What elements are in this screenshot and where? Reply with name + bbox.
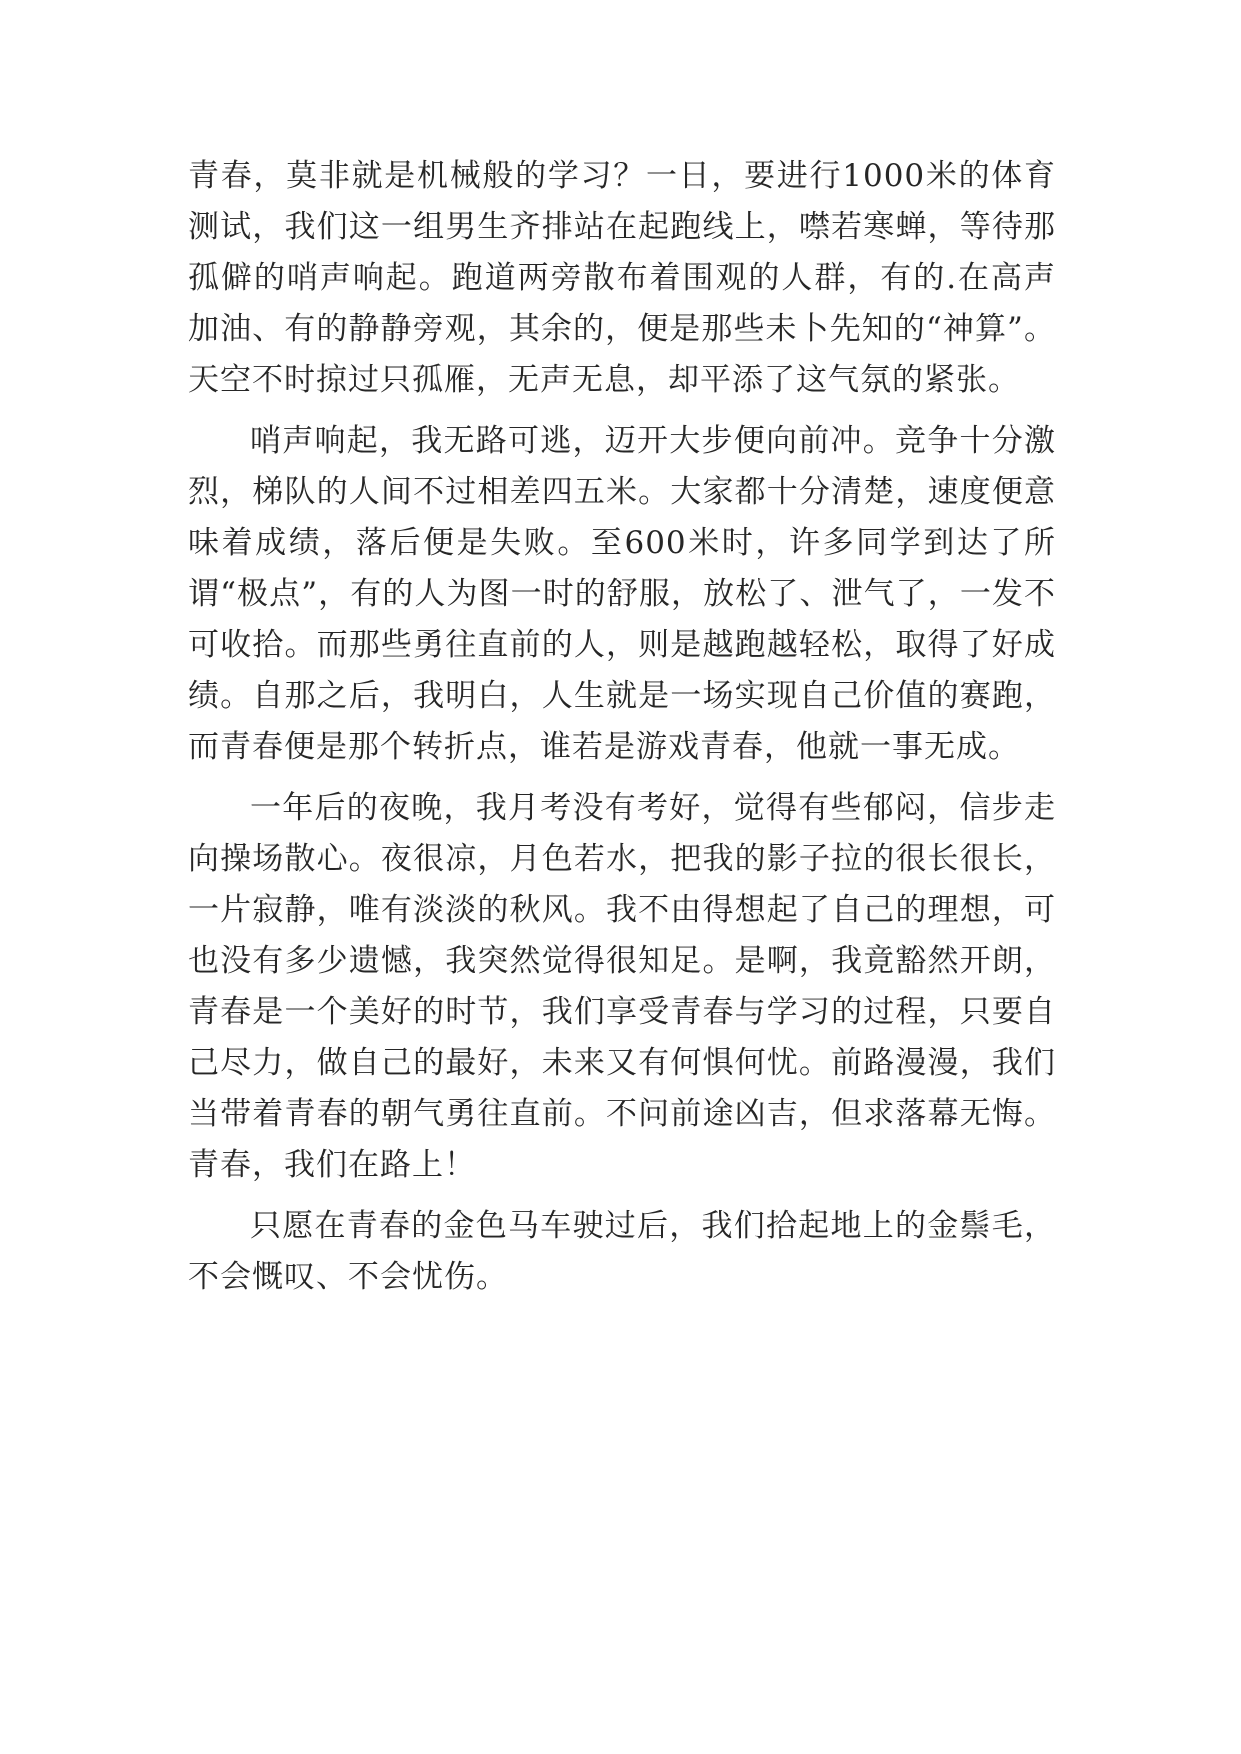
paragraph-1: 青春，莫非就是机械般的学习？一日，要进行1000米的体育测试，我们这一组男生齐排站在起跑线上，噤若寒蝉，等待那孤僻的哨声响起。跑道两旁散布着围观的人群，有的.在高声加油、有的静静旁观，其余的，便是那些未卜先知的“神算”。天空不时掠过只孤雁，无声无息，却平添了这气氛的紧张。 <box>188 158 1056 398</box>
paragraph-4: 只愿在青春的金色马车驶过后，我们拾起地上的金鬃毛，不会慨叹、不会忧伤。 <box>188 1208 1056 1295</box>
paragraph-2: 哨声响起，我无路可逃，迈开大步便向前冲。竞争十分激烈，梯队的人间不过相差四五米。大家都十分清楚，速度便意味着成绩，落后便是失败。至600米时，许多同学到达了所谓“极点”，有的人为图一时的舒服，放松了、泄气了，一发不可收拾。而那些勇往直前的人，则是越跑越轻松，取得了好成绩。自那之后，我明白，人生就是一场实现自己价值的赛跑，而青春便是那个转折点，谁若是游戏青春，他就一事无成。 <box>188 423 1056 765</box>
document-body <box>188 151 1056 1313</box>
paragraph-3: 一年后的夜晚，我月考没有考好，觉得有些郁闷，信步走向操场散心。夜很凉，月色若水，把我的影子拉的很长很长，一片寂静，唯有淡淡的秋风。我不由得想起了自己的理想，可也没有多少遗憾，我突然觉得很知足。是啊，我竟豁然开朗，青春是一个美好的时节，我们享受青春与学习的过程，只要自己尽力，做自己的最好，未来又有何惧何忧。前路漫漫，我们当带着青春的朝气勇往直前。不问前途凶吉，但求落幕无悔。青春，我们在路上！ <box>188 790 1056 1183</box>
